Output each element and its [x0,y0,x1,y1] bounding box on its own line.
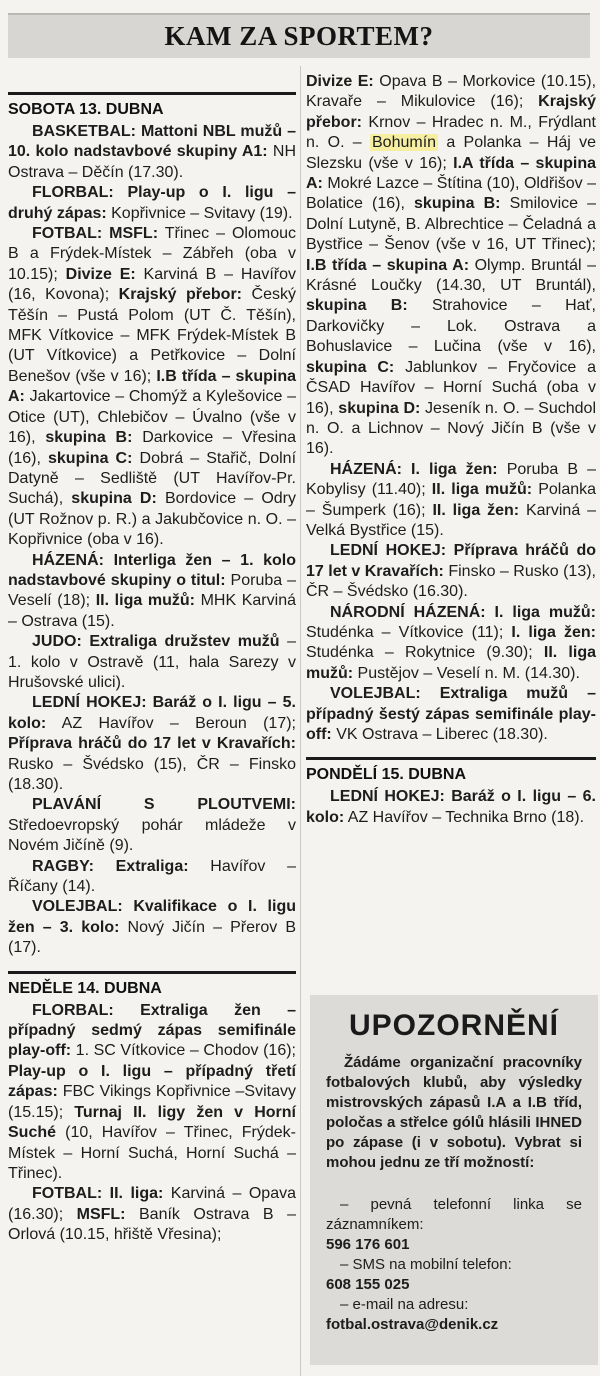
listing-fotbal: FOTBAL: MSFL: Třinec – Olomouc B a Frýdek-Místek – Zábřeh (oba v 10.15); Divize E: Karviná B – Havířov (16, Kovona); Krajský přebor: Český Těšín – Pustá Polom (UT Č. Těšín), MFK Vítkovice – MFK Frýdek-Místek B (UT Vítkovice) a Petřkovice – Dolní Benešov (vše v 16); I.B třída – skupina A: Jakartovice – Chomýž a Kylešovice – Otice (UT), Chlebičov – Úvalno (vše v 16), skupina B: Darkovice – Vřesina (16), skupina C: Dobrá – Stařič, Dolní Datyně – Sedliště (UT Havířov-Pr. Suchá), skupina D: Bordovice – Odry (UT Rožnov p. R.) a Jakubčovice n. O. – Kopřivnice (oba v 16). [8,225,297,549]
listing-volejbal: VOLEJBAL: Kvalifikace o I. ligu žen – 3. kolo: Nový Jičín – Přerov B (17). [8,898,296,957]
listing-plavani: PLAVÁNÍ S PLOUTVEMI: Středoevropský pohár mládeže v Novém Jičíně (9). [8,796,296,855]
listing-ledni-hokej: LEDNÍ HOKEJ: Baráž o I. ligu – 5. kolo: AZ Havířov – Beroun (17); Příprava hráčů do 17 let v Kravařích: Rusko – Švédsko (15), ČR – Finsko (18.30). [8,694,296,793]
section-banner [8,13,590,58]
highlighted-team: Bohumín [372,134,437,152]
listing-ledni-hokej-sunday: LEDNÍ HOKEJ: Příprava hráčů do 17 let v Kravařích: Finsko – Rusko (13), ČR – Švédsko (16.30). [306,542,596,601]
right-column [306,72,596,828]
listing-ledni-hokej-monday: LEDNÍ HOKEJ: Baráž o I. ligu – 6. kolo: AZ Havířov – Technika Brno (18). [306,788,596,826]
email-address[interactable]: fotbal.ostrava@denik.cz [326,1316,499,1333]
listing-ragby: RAGBY: Extraliga: Havířov – Říčany (14). [8,857,296,896]
column-divider [300,66,301,1376]
notice-sms: – SMS na mobilní telefon: 608 155 025 [326,1256,512,1293]
day-heading-monday: PONDĚLÍ 15. DUBNA [306,757,596,785]
listing-narodni-hazena: NÁRODNÍ HÁZENÁ: I. liga mužů: Studénka – Vítkovice (11); I. liga žen: Studénka – Rokytnice (9.30); II. liga mužů: Pustějov – Veselí n. M. (14.30). [306,603,597,682]
listing-judo: JUDO: Extraliga družstev mužů – 1. kolo v Ostravě (11, hala Sarezy v Hrušovské ulici). [8,633,296,691]
listing-hazena: HÁZENÁ: Interliga žen – 1. kolo nadstavbové skupiny o titul: Poruba – Veselí (18); II. liga mužů: MHK Karviná – Ostrava (15). [8,551,296,630]
notice-email: – e-mail na adresu: fotbal.ostrava@denik.cz [326,1296,499,1333]
notice-box [310,995,598,1365]
listing-fotbal-sunday-start: FOTBAL: II. liga: Karviná – Opava (16.30); MSFL: Baník Ostrava B – Orlová (10.15, hřiště Vřesina); [8,1185,296,1244]
listing-florbal-sunday: FLORBAL: Extraliga žen – případný sedmý zápas semifinále play-off: 1. SC Vítkovice – Chodov (16); Play-up o I. ligu – případný třetí zápas: FBC Vikings Kopřivnice –Svitavy (15.15); Turnaj II. ligy žen v Horní Suché (10, Havířov – Třinec, Frýdek-Místek – Horní Suchá, Horní Suchá – Třinec). [8,1001,296,1182]
listing-volejbal-sunday: VOLEJBAL: Extraliga mužů – případný šestý zápas semifinále play-off: VK Ostrava – Liberec (18.30). [306,685,596,743]
sms-number: 608 155 025 [326,1276,410,1293]
notice-phone: – pevná telefonní linka se záznamníkem: 596 176 601 [326,1196,582,1253]
listing-florbal: FLORBAL: Play-up o I. ligu – druhý zápas: Kopřivnice – Svitavy (19). [8,184,296,222]
phone-number: 596 176 601 [326,1236,410,1253]
listing-fotbal-sunday-cont: Divize E: Opava B – Morkovice (10.15), Kravaře – Mikulovice (16); Krajský přebor: Krnov – Hradec n. M., Frýdlant n. O. – Bohumín a Polanka – Háj ve Slezsku (vše v 16); I.A třída – skupina A: Mokré Lazce – Štítina (10), Oldřišov – Bolatice (16), skupina B: Smilovice – Dolní Lutyně, B. Albrechtice – Čeladná a Bystřice – Šenov (vše v 16, UT Třinec); I.B třída – skupina A: Olymp. Bruntál – Krásné Loučky (14.30, UT Bruntál), skupina B: Strahovice – Hať, Darkovičky – Lok. Ostrava a Bohuslavice – Lučina (vše v 16), skupina C: Jablunkov – Fryčovice a ČSAD Havířov – Horní Suchá (oba v 16), skupina D: Jeseník n. O. – Suchdol n. O. a Lichnov – Nový Jičín B (vše v 16). [306,73,597,458]
day-heading-saturday: SOBOTA 13. DUBNA [8,92,296,120]
notice-body: Žádáme organizační pracovníky fotbalových klubů, aby výsledky mistrovských zápasů I.A a I.B tříd, poločas a střelce gólů hlásili IHNED po zápase (i v sobotu). Vybrat si mohou jednu ze tří možností: [326,1054,582,1171]
day-heading-sunday: NEDĚLE 14. DUBNA [8,971,296,999]
notice-title: UPOZORNĚNÍ [348,1009,559,1042]
listing-basketbal: BASKETBAL: Mattoni NBL mužů – 10. kolo nadstavbové skupiny A1: NH Ostrava – Děčín (17.30). [8,123,296,181]
left-column [8,92,296,1246]
listing-hazena-sunday: HÁZENÁ: I. liga žen: Poruba B – Kobylisy (11.40); II. liga mužů: Polanka – Šumperk (16); II. liga žen: Karviná – Velká Bystřice (15). [306,460,597,539]
section-title: KAM ZA SPORTEM? [164,21,434,51]
